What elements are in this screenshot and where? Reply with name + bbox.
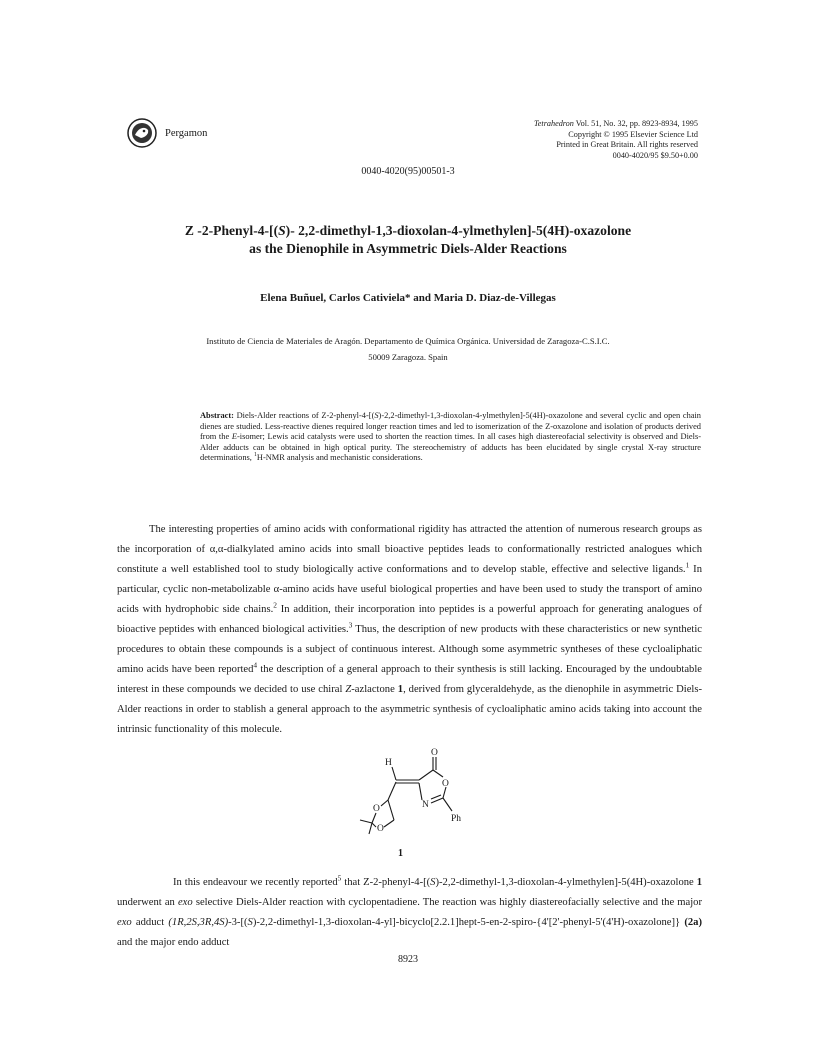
- bond: [388, 800, 394, 820]
- text-italic: exo: [177, 897, 193, 908]
- article-title: [100, 222, 716, 258]
- volume-info: Vol. 51, No. 32, pp. 8923-8934, 1995: [575, 119, 698, 128]
- text-run: The interesting properties of amino acids with conformational rigidity has attracted the attention of numerous research groups as the incorporation of α,α-dialkylated amino acids into small bioactive peptides leads to conformationally restricted analogues which constitute a well established tool to study biologically active conformations and to develop stable, effective and selective ligands.: [117, 524, 702, 575]
- abstract-label: Abstract:: [200, 411, 234, 420]
- bond: [443, 798, 452, 811]
- affiliation: [0, 333, 816, 365]
- reference-marker: 4: [253, 660, 258, 670]
- reference-marker: 2: [273, 600, 277, 610]
- bond: [360, 820, 372, 823]
- body-text-2: [117, 873, 702, 953]
- abstract-text: H-NMR analysis and mechanistic considerations.: [256, 453, 423, 463]
- title-line-1: [100, 222, 716, 240]
- text-italic: (1R,2S,3R,4S): [168, 917, 229, 928]
- compound-label: (2a): [684, 917, 702, 928]
- bond: [431, 795, 441, 799]
- citation-block: [534, 119, 698, 161]
- text-run: )-2,2-dimethyl-1,3-dioxolan-4-yl]-bicyclo[2.2.1]hept-5-en-2-spiro-{4'[2'-phenyl-5'(4'H)-oxazolone]}: [252, 917, 685, 928]
- affiliation-line-1: Instituto de Ciencia de Materiales de Aragón. Departamento de Química Orgánica. Universidad de Zaragoza-C.S.I.C.: [206, 336, 610, 346]
- abstract-isomer: E: [231, 432, 237, 442]
- text-run: that Z-2-phenyl-4-[(: [341, 877, 431, 888]
- text-run: In this endeavour we recently reported: [173, 877, 338, 888]
- abstract: [200, 411, 701, 464]
- abstract-text: )-2,2-dimethyl-1,3-dioxolan-4-ylmethylen]-5(4H)-oxazolone and several cyclic and open chain dienes are studied. Less-reactive dienes required longer reaction times and led to isomerization of the Z-oxazolone and isolation of products derived from the: [200, 411, 701, 442]
- bond: [388, 782, 396, 800]
- atom-o-dioxolane-2: O: [377, 824, 384, 834]
- phenyl-label: Ph: [451, 814, 462, 824]
- bond: [369, 823, 372, 834]
- compound-number: 1: [398, 848, 403, 859]
- abstract-sup: 1: [253, 452, 257, 459]
- publisher-block: [127, 118, 207, 148]
- abstract-text: -isomer; Lewis acid catalysts were used to shorten the reaction times. In all cases high diastereofacial selectivity is observed and Diels-Alder adducts can be obtained in high optical purity. The stereochemistry of adducts has been elucidated by single crystal X-ray structure determinations,: [200, 432, 701, 463]
- bond: [419, 783, 422, 800]
- text-run: -azlactone: [351, 684, 398, 695]
- atom-n: N: [422, 800, 429, 810]
- text-run: and the major endo adduct: [117, 937, 230, 948]
- text-run: underwent an: [117, 897, 178, 908]
- text-run: )-2,2-dimethyl-1,3-dioxolan-4-ylmethylen]-5(4H)-oxazolone: [435, 877, 697, 888]
- printed-line: Printed in Great Britain. All rights reserved: [556, 140, 698, 150]
- compound-label: 1: [696, 877, 702, 888]
- atom-h: H: [385, 758, 392, 768]
- bond: [433, 770, 443, 777]
- reference-marker: 3: [348, 620, 353, 630]
- reference-marker: 5: [337, 873, 342, 883]
- title-stereo: S: [278, 223, 286, 238]
- text-run: , derived from glyceraldehyde, as the dienophile in asymmetric Diels-Alder reactions in order to stablish a general approach to the asymmetric synthesis of cycloaliphatic amino acids taking into account the intrinsic functionality of this molecule.: [117, 684, 703, 735]
- doi-line: 0040-4020(95)00501-3: [361, 166, 455, 177]
- author-list: Elena Buñuel, Carlos Cativiela* and Maria D. Diaz-de-Villegas: [260, 292, 556, 304]
- text-run: adduct: [131, 917, 169, 928]
- page-number: 8923: [398, 954, 418, 965]
- citation-line: [534, 119, 698, 130]
- price-line: 0040-4020/95 $9.50+0.00: [612, 150, 698, 160]
- bond: [384, 820, 394, 827]
- paragraph-1: [117, 520, 702, 740]
- pergamon-logo-icon: [127, 118, 157, 148]
- title-line-2: as the Dienophile in Asymmetric Diels-Alder Reactions: [249, 241, 567, 256]
- abstract-stereo: S: [374, 411, 379, 420]
- reference-marker: 1: [685, 560, 690, 570]
- bond: [372, 823, 376, 827]
- atom-o-dioxolane-1: O: [373, 804, 380, 814]
- compound-label: 1: [397, 684, 404, 695]
- bond: [372, 813, 376, 823]
- chemical-structure-figure: [340, 737, 480, 859]
- text-italic: S: [430, 877, 436, 888]
- text-italic: Z: [345, 684, 352, 695]
- bond: [392, 767, 396, 780]
- text-run: In addition, their incorporation into peptides is a powerful approach for generating analogues of bioactive peptides with enhanced biological activities.: [117, 604, 702, 635]
- text-run: Thus, the description of new products with these characteristics or new synthetic procedures to obtain these compounds is a subject of continuous interest. Although some asymmetric syntheses of these cycloaliphatic amino acids have been reported: [117, 624, 702, 675]
- affiliation-line-2: 50009 Zaragoza. Spain: [368, 352, 448, 362]
- text-run: In particular, cyclic non-metabolizable α-amino acids have useful biological properties and have been used to study the transport of amino acids with hydrophobic side chains.: [117, 564, 702, 615]
- text-italic: S: [247, 917, 253, 928]
- atom-o-ring: O: [442, 779, 449, 789]
- journal-name: Tetrahedron: [533, 119, 574, 128]
- atom-o-carbonyl: O: [431, 748, 438, 758]
- paragraph-2: [117, 873, 702, 953]
- title-part: )- 2,2-dimethyl-1,3-dioxolan-4-ylmethylen]-5(4H)-oxazolone: [285, 223, 632, 238]
- text-run: selective Diels-Alder reaction with cyclopentadiene. The reaction was highly diastereofacially selective and the major: [192, 897, 702, 908]
- publisher-name: Pergamon: [165, 127, 208, 139]
- text-italic: exo: [117, 917, 132, 928]
- title-part: Z -2-Phenyl-4-[(: [184, 223, 279, 238]
- bond: [381, 800, 388, 806]
- text-run: the description of a general approach to their synthesis is still lacking. Encouraged by the undoubtable interest in these compounds we decided to use chiral: [117, 664, 702, 695]
- bond: [419, 770, 433, 780]
- body-text: [117, 520, 702, 740]
- abstract-text: Diels-Alder reactions of Z-2-phenyl-4-[(: [233, 411, 375, 420]
- copyright-line: Copyright © 1995 Elsevier Science Ltd: [568, 129, 698, 139]
- text-run: -3-[(: [228, 917, 248, 928]
